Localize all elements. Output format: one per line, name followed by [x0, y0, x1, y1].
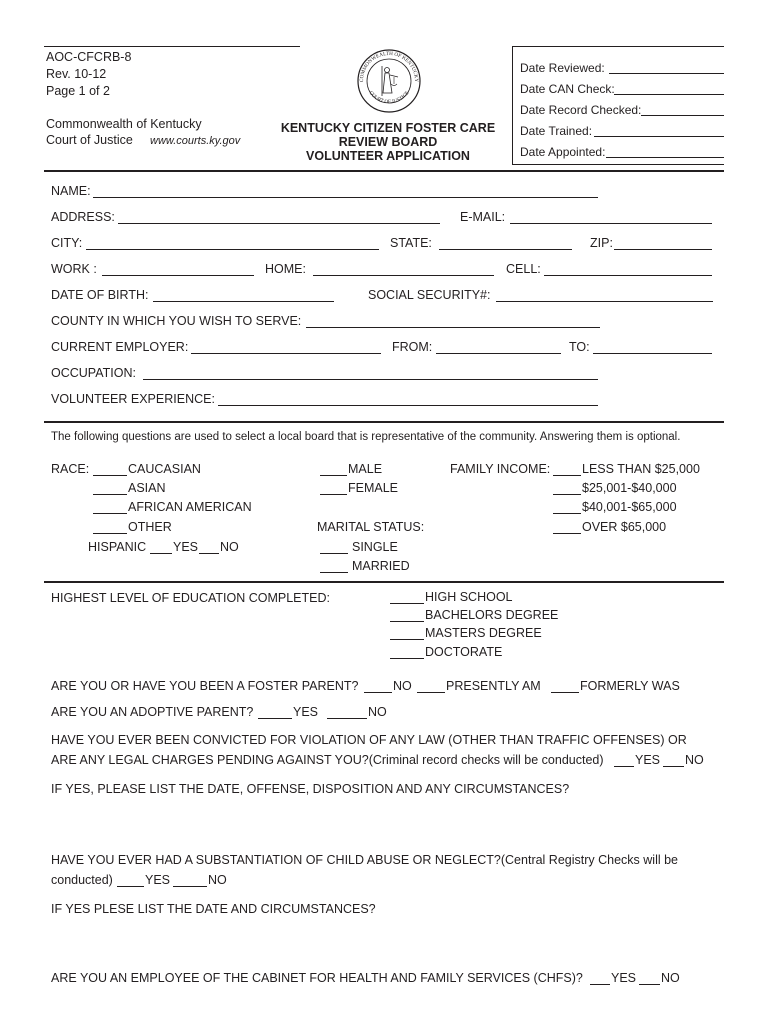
chfs-no-label: NO	[661, 971, 680, 985]
edu-high-school-blank[interactable]	[390, 603, 424, 604]
income-over65k-label: OVER $65,000	[582, 520, 667, 534]
edu-masters-label: MASTERS DEGREE	[425, 626, 542, 640]
conviction-question-line2: ARE ANY LEGAL CHARGES PENDING AGAINST YOU?(Criminal record checks will be conducted)	[51, 753, 604, 767]
chfs-yes-blank[interactable]	[590, 984, 610, 985]
employer-label: CURRENT EMPLOYER:	[51, 340, 189, 354]
section-divider-1	[44, 421, 724, 423]
work-phone-label: WORK :	[51, 262, 97, 276]
zip-label: ZIP:	[590, 236, 613, 250]
edu-high-school-label: HIGH SCHOOL	[425, 590, 513, 604]
education-label: HIGHEST LEVEL OF EDUCATION COMPLETED:	[51, 591, 330, 605]
name-field[interactable]	[93, 197, 598, 198]
svg-text:COMMONWEALTH OF KENTUCKY: COMMONWEALTH OF KENTUCKY	[358, 50, 420, 83]
kentucky-seal-icon	[352, 48, 426, 114]
occupation-label: OCCUPATION:	[51, 366, 136, 380]
family-income-label: FAMILY INCOME:	[450, 462, 551, 476]
hispanic-no-label: NO	[220, 540, 239, 554]
gender-male-label: MALE	[348, 462, 383, 476]
income-25k-40k-label: $25,001-$40,000	[582, 481, 677, 495]
conviction-no-label: NO	[685, 753, 704, 767]
city-field[interactable]	[86, 249, 379, 250]
hispanic-yes-blank[interactable]	[150, 553, 172, 554]
marital-married-label: MARRIED	[352, 559, 410, 573]
form-title-line1: KENTUCKY CITIZEN FOSTER CARE	[280, 121, 496, 135]
abuse-details-area[interactable]	[51, 920, 711, 964]
foster-formerly-blank[interactable]	[551, 692, 579, 693]
date-trained-field[interactable]	[594, 136, 724, 137]
foster-parent-question: ARE YOU OR HAVE YOU BEEN A FOSTER PARENT?	[51, 679, 359, 693]
cell-phone-field[interactable]	[544, 275, 712, 276]
abuse-no-label: NO	[208, 873, 227, 887]
form-title-line2: REVIEW BOARD	[338, 135, 438, 149]
top-rule-right	[512, 46, 724, 47]
form-id: AOC-CFCRB-8	[46, 50, 132, 64]
employer-field[interactable]	[191, 353, 381, 354]
demographics-intro: The following questions are used to select a local board that is representative of the community. Answering them is optional.	[51, 431, 681, 443]
gender-male-blank[interactable]	[320, 475, 347, 476]
from-field[interactable]	[436, 353, 561, 354]
race-african-american-label: AFRICAN AMERICAN	[128, 500, 252, 514]
dob-label: DATE OF BIRTH:	[51, 288, 149, 302]
chfs-employee-question: ARE YOU AN EMPLOYEE OF THE CABINET FOR HEALTH AND FAMILY SERVICES (CHFS)?	[51, 971, 583, 985]
income-40k-65k-blank[interactable]	[553, 513, 581, 514]
date-reviewed-label: Date Reviewed:	[520, 61, 605, 75]
top-rule	[44, 46, 300, 47]
cell-phone-label: CELL:	[506, 262, 541, 276]
race-asian-label: ASIAN	[128, 481, 166, 495]
agency-line2: Court of Justice	[46, 133, 133, 147]
county-label: COUNTY IN WHICH YOU WISH TO SERVE:	[51, 314, 302, 328]
svg-text:COURT OF JUSTICE: COURT OF JUSTICE	[367, 90, 411, 106]
agency-line1: Commonwealth of Kentucky	[46, 117, 202, 131]
edu-bachelors-label: BACHELORS DEGREE	[425, 608, 559, 622]
edu-doctorate-blank[interactable]	[390, 658, 424, 659]
foster-no-label: NO	[393, 679, 412, 693]
office-use-box-border	[512, 46, 513, 164]
income-lt25k-label: LESS THAN $25,000	[582, 462, 700, 476]
address-field[interactable]	[118, 223, 440, 224]
hispanic-no-blank[interactable]	[199, 553, 219, 554]
abuse-question-line1: HAVE YOU EVER HAD A SUBSTANTIATION OF CHILD ABUSE OR NEGLECT?(Central Registry Checks will be	[51, 853, 679, 867]
conviction-yes-label: YES	[635, 753, 661, 767]
section-divider-2	[44, 581, 724, 583]
date-can-check-field[interactable]	[614, 94, 724, 95]
edu-masters-blank[interactable]	[390, 639, 424, 640]
county-field[interactable]	[306, 327, 600, 328]
header-divider	[44, 170, 724, 172]
income-over65k-blank[interactable]	[553, 533, 581, 534]
adoptive-yes-label: YES	[293, 705, 319, 719]
email-field[interactable]	[510, 223, 712, 224]
from-label: FROM:	[392, 340, 433, 354]
foster-presently-blank[interactable]	[417, 692, 445, 693]
date-can-check-label: Date CAN Check:	[520, 82, 615, 96]
form-title-line3: VOLUNTEER APPLICATION	[306, 149, 470, 163]
revision: Rev. 10-12	[46, 67, 107, 81]
occupation-field[interactable]	[143, 379, 598, 380]
dob-field[interactable]	[153, 301, 334, 302]
address-label: ADDRESS:	[51, 210, 115, 224]
date-record-checked-field[interactable]	[641, 115, 724, 116]
marital-status-label: MARITAL STATUS:	[317, 520, 425, 534]
race-other-blank[interactable]	[93, 533, 127, 534]
hispanic-yes-label: YES	[173, 540, 199, 554]
race-caucasian-label: CAUCASIAN	[128, 462, 201, 476]
website-link[interactable]: www.courts.ky.gov	[150, 135, 241, 147]
date-appointed-field[interactable]	[606, 157, 724, 158]
offense-details-prompt: IF YES, PLEASE LIST THE DATE, OFFENSE, DISPOSITION AND ANY CIRCUMSTANCES?	[51, 782, 570, 796]
income-25k-40k-blank[interactable]	[553, 494, 581, 495]
date-trained-label: Date Trained:	[520, 124, 593, 138]
adoptive-yes-blank[interactable]	[258, 718, 292, 719]
race-caucasian-blank[interactable]	[93, 475, 127, 476]
volunteer-experience-label: VOLUNTEER EXPERIENCE:	[51, 392, 215, 406]
adoptive-no-label: NO	[368, 705, 387, 719]
race-other-label: OTHER	[128, 520, 172, 534]
race-asian-blank[interactable]	[93, 494, 127, 495]
abuse-details-prompt: IF YES PLESE LIST THE DATE AND CIRCUMSTANCES?	[51, 902, 376, 916]
income-lt25k-blank[interactable]	[553, 475, 581, 476]
abuse-yes-blank[interactable]	[117, 886, 144, 887]
race-label: RACE:	[51, 462, 90, 476]
edu-doctorate-label: DOCTORATE	[425, 645, 503, 659]
work-phone-field[interactable]	[102, 275, 254, 276]
city-label: CITY:	[51, 236, 83, 250]
name-label: NAME:	[51, 184, 91, 198]
gender-female-blank[interactable]	[320, 494, 347, 495]
abuse-no-blank[interactable]	[173, 886, 207, 887]
date-reviewed-field[interactable]	[609, 73, 724, 74]
conviction-yes-blank[interactable]	[614, 766, 634, 767]
ssn-field[interactable]	[496, 301, 713, 302]
home-phone-field[interactable]	[313, 275, 494, 276]
foster-presently-label: PRESENTLY AM	[446, 679, 541, 693]
state-field[interactable]	[439, 249, 572, 250]
hispanic-label: HISPANIC	[88, 540, 147, 554]
date-appointed-label: Date Appointed:	[520, 145, 606, 159]
conviction-question-line1: HAVE YOU EVER BEEN CONVICTED FOR VIOLATION OF ANY LAW (OTHER THAN TRAFFIC OFFENSES) OR	[51, 733, 687, 747]
marital-single-label: SINGLE	[352, 540, 398, 554]
to-field[interactable]	[593, 353, 712, 354]
to-label: TO:	[569, 340, 590, 354]
volunteer-experience-field[interactable]	[218, 405, 598, 406]
ssn-label: SOCIAL SECURITY#:	[368, 288, 491, 302]
chfs-yes-label: YES	[611, 971, 637, 985]
abuse-question-line2: conducted)	[51, 873, 113, 887]
foster-no-blank[interactable]	[364, 692, 392, 693]
edu-bachelors-blank[interactable]	[390, 621, 424, 622]
adoptive-no-blank[interactable]	[327, 718, 367, 719]
zip-field[interactable]	[614, 249, 712, 250]
offense-details-area[interactable]	[51, 800, 711, 846]
page-number: Page 1 of 2	[46, 84, 110, 98]
foster-formerly-label: FORMERLY WAS	[580, 679, 680, 693]
state-label: STATE:	[390, 236, 432, 250]
marital-single-blank[interactable]	[320, 553, 348, 554]
abuse-yes-label: YES	[145, 873, 171, 887]
gender-female-label: FEMALE	[348, 481, 399, 495]
office-use-bottom-rule	[512, 164, 724, 165]
chfs-no-blank[interactable]	[639, 984, 660, 985]
conviction-no-blank[interactable]	[663, 766, 684, 767]
email-label: E-MAIL:	[460, 210, 506, 224]
marital-married-blank[interactable]	[320, 572, 348, 573]
race-african-american-blank[interactable]	[93, 513, 127, 514]
home-phone-label: HOME:	[265, 262, 306, 276]
adoptive-parent-question: ARE YOU AN ADOPTIVE PARENT?	[51, 705, 254, 719]
income-40k-65k-label: $40,001-$65,000	[582, 500, 677, 514]
date-record-checked-label: Date Record Checked:	[520, 103, 642, 117]
